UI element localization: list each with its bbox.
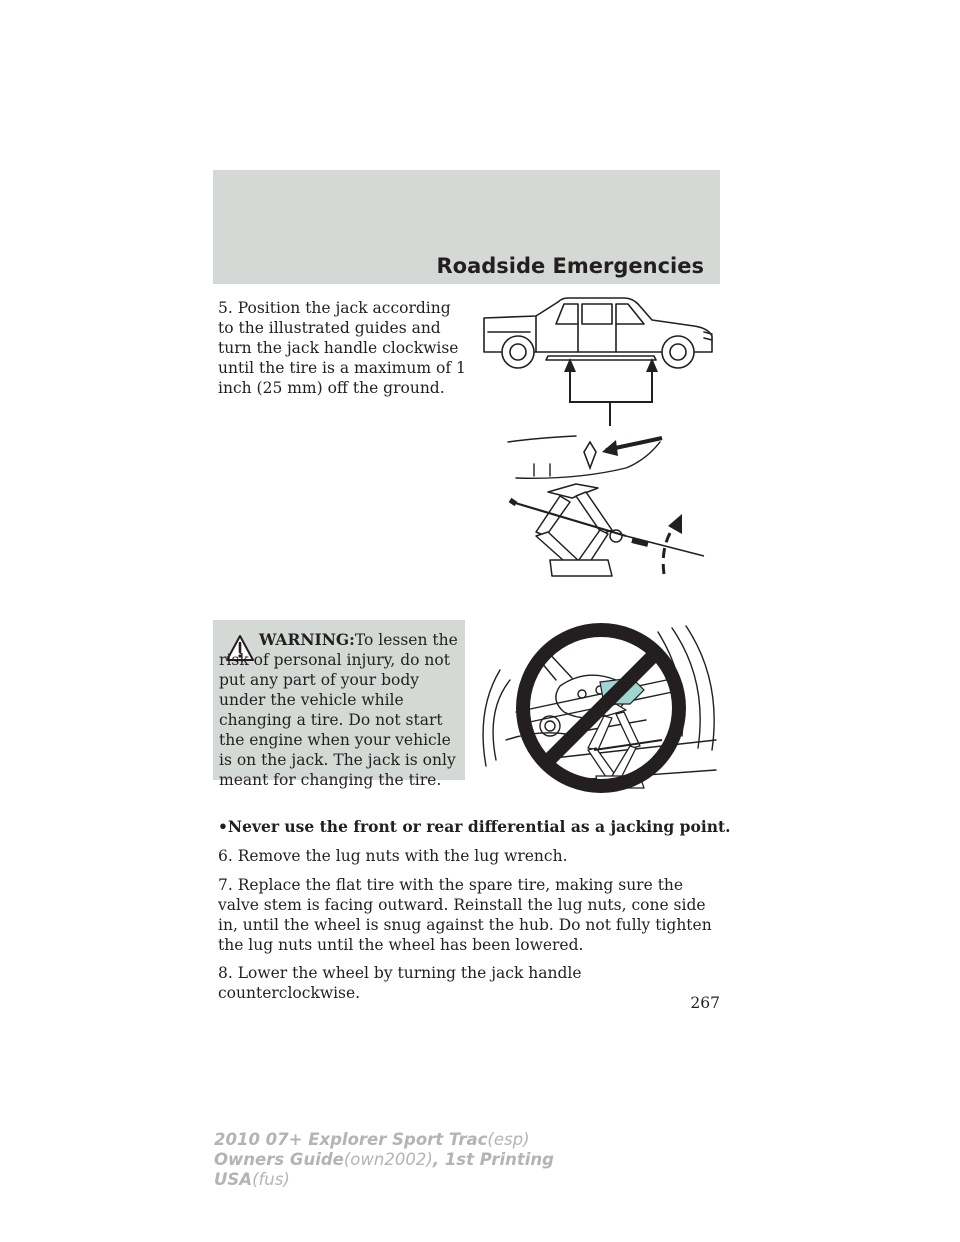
warning-label: WARNING: <box>259 630 355 649</box>
footer-guide-code: (own2002) <box>343 1150 433 1169</box>
footer-guide: Owners Guide <box>214 1150 344 1169</box>
footer-line-3 <box>214 1170 554 1190</box>
bullet-item <box>218 817 731 837</box>
jack-position-illustration <box>476 292 726 592</box>
warning-text <box>219 630 463 790</box>
footer-market: USA <box>214 1170 253 1189</box>
bullet-text: Never use the front or rear differential as a jacking point. <box>227 817 731 836</box>
step-6-text: 6. Remove the lug nuts with the lug wrench. <box>218 847 568 865</box>
section-title: Roadside Emergencies <box>436 254 704 278</box>
warning-box <box>213 620 465 789</box>
footer-line-1 <box>214 1130 554 1150</box>
step-5-text: 5. Position the jack according to the illustrated guides and turn the jack handle clockwise until the tire is a maximum of 1 inch (25 mm) off the ground. <box>218 299 466 397</box>
warning-body: To lessen the risk of personal injury, do not put any part of your body under the vehicle while changing a tire. Do not start the engine when your vehicle is on the jack. The jack is only meant for changing the tire. <box>219 631 458 789</box>
footer-model: 2010 07+ Explorer Sport Trac <box>214 1130 488 1149</box>
footer-model-code: (esp) <box>487 1130 530 1149</box>
footer-line-2 <box>214 1150 554 1170</box>
no-differential-jacking-illustration <box>476 620 726 805</box>
step-7-text: 7. Replace the flat tire with the spare tire, making sure the valve stem is facing outward. Reinstall the lug nuts, cone side in, until the wheel is snug against the hub. Do not fully tighten the lug nuts until the wheel has been lowered. <box>218 876 712 954</box>
footer-printing: , 1st Printing <box>432 1150 554 1169</box>
section-header-band <box>213 170 720 284</box>
bullet-symbol: • <box>218 817 228 836</box>
footer-print-info <box>214 1130 554 1190</box>
step-8-text: 8. Lower the wheel by turning the jack handle counterclockwise. <box>218 964 582 1002</box>
footer-market-code: (fus) <box>252 1170 290 1189</box>
page-number: 267 <box>690 994 720 1012</box>
